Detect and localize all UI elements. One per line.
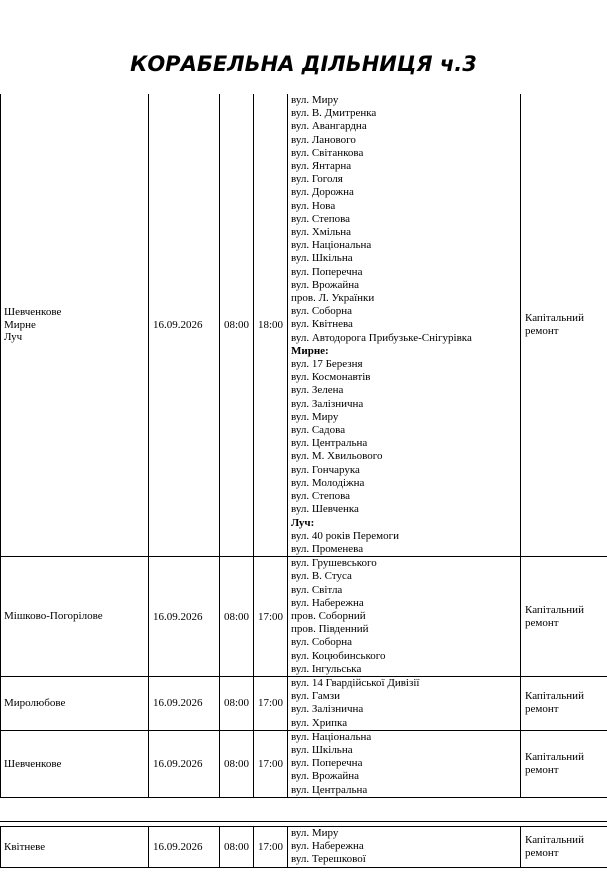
table-row (1, 676, 607, 730)
street-name: вул. Дорожна (291, 186, 354, 199)
end-time-cell: 17:00 (254, 827, 288, 868)
work-type-cell (521, 827, 607, 868)
area-cell (1, 557, 149, 677)
street-name: вул. Гамзи (291, 690, 340, 703)
street-name: пров. Соборний (291, 609, 366, 622)
street-name: вул. Світла (291, 583, 343, 596)
street-name: вул. Набережна (291, 596, 364, 609)
start-time-cell: 08:00 (220, 827, 254, 868)
street-name: вул. Соборна (291, 636, 353, 649)
area-name: Миролюбове (4, 697, 66, 710)
street-name: вул. Автодорога Прибузьке-Снігурівка (291, 331, 472, 344)
streets-cell (288, 827, 521, 868)
street-name: вул. Янтарна (291, 160, 352, 173)
start-time-cell: 08:00 (220, 557, 254, 677)
street-name: вул. Нова (291, 199, 336, 212)
street-name: вул. Хрипка (291, 716, 348, 729)
end-time-cell: 17:00 (254, 730, 288, 797)
work-type-text: ремонт (525, 846, 559, 859)
work-type-cell (521, 557, 607, 677)
street-name: вул. Променева (291, 542, 364, 555)
street-name: вул. Центральна (291, 437, 368, 450)
street-name: вул. Врожайна (291, 770, 360, 783)
street-name: вул. Зелена (291, 384, 344, 397)
street-name: вул. Космонавтів (291, 371, 371, 384)
street-name: вул. Терешкової (291, 853, 366, 866)
street-name: вул. Шевченка (291, 503, 359, 516)
street-name: вул. Врожайна (291, 278, 360, 291)
table-row (1, 557, 607, 677)
street-name: вул. Соборна (291, 305, 353, 318)
area-name: Шевченкове (4, 306, 62, 319)
outage-table (0, 94, 607, 798)
area-name: Мирне (4, 318, 36, 331)
street-name: вул. Набережна (291, 840, 364, 853)
work-type-text: Капітальний (525, 312, 584, 325)
start-time-cell: 08:00 (220, 94, 254, 557)
work-type-text: Капітальний (525, 690, 584, 703)
streets-cell (288, 94, 521, 557)
street-name: вул. Грушевського (291, 557, 377, 570)
start-time-cell: 08:00 (220, 676, 254, 730)
street-name: вул. Центральна (291, 783, 368, 796)
street-name: вул. М. Хвильового (291, 450, 383, 463)
date-cell: 16.09.2026 (149, 557, 220, 677)
work-type-text: Капітальний (525, 750, 584, 763)
street-name: вул. Шкільна (291, 252, 353, 265)
street-name: вул. В. Дмитренка (291, 107, 377, 120)
date-cell: 16.09.2026 (149, 730, 220, 797)
area-name: Мішково-Погорілове (4, 610, 103, 623)
table-row (1, 730, 607, 797)
date-cell: 16.09.2026 (149, 827, 220, 868)
area-cell (1, 94, 149, 557)
work-type-text: ремонт (525, 703, 559, 716)
street-name: вул. Степова (291, 490, 351, 503)
streets-cell (288, 730, 521, 797)
area-cell (1, 827, 149, 868)
end-time-cell: 17:00 (254, 557, 288, 677)
work-type-cell (521, 730, 607, 797)
street-name: вул. Гончарука (291, 463, 360, 476)
outage-table-continued (0, 826, 607, 868)
street-name: вул. Садова (291, 424, 346, 437)
work-type-cell (521, 676, 607, 730)
street-name: вул. Хмільна (291, 226, 352, 239)
start-time-cell: 08:00 (220, 730, 254, 797)
streets-cell (288, 557, 521, 677)
table-divider (0, 821, 607, 823)
work-type-cell (521, 94, 607, 557)
work-type-text: ремонт (525, 325, 559, 338)
street-name: пров. Південний (291, 623, 369, 636)
village-heading: Мирне: (291, 344, 329, 357)
area-name: Луч (4, 331, 23, 344)
streets-cell (288, 676, 521, 730)
street-name: вул. Квітнева (291, 318, 353, 331)
street-name: вул. В. Стуса (291, 570, 352, 583)
street-name: вул. Коцюбинського (291, 649, 386, 662)
work-type-text: Капітальний (525, 833, 584, 846)
street-name: вул. Національна (291, 239, 372, 252)
village-heading: Луч: (291, 516, 315, 529)
street-name: вул. Інгульська (291, 662, 362, 675)
area-name: Шевченкове (4, 757, 62, 770)
street-name: вул. 17 Березня (291, 358, 363, 371)
work-type-text: ремонт (525, 616, 559, 629)
street-name: вул. 40 років Перемоги (291, 529, 399, 542)
street-name: вул. 14 Гвардійської Дивізії (291, 676, 420, 689)
street-name: вул. Залізнична (291, 703, 364, 716)
street-name: вул. Молодіжна (291, 476, 365, 489)
work-type-text: ремонт (525, 763, 559, 776)
street-name: вул. Гоголя (291, 173, 343, 186)
area-name: Квітневе (4, 840, 46, 853)
table-row (1, 94, 607, 557)
end-time-cell: 17:00 (254, 676, 288, 730)
work-type-text: Капітальний (525, 603, 584, 616)
street-name: вул. Миру (291, 94, 339, 106)
street-name: вул. Шкільна (291, 743, 353, 756)
street-name: вул. Авангардна (291, 120, 367, 133)
street-name: вул. Поперечна (291, 757, 363, 770)
street-name: вул. Миру (291, 410, 339, 423)
date-cell: 16.09.2026 (149, 676, 220, 730)
street-name: вул. Світанкова (291, 146, 364, 159)
table-row (1, 827, 607, 868)
street-name: вул. Залізнична (291, 397, 364, 410)
page-title: КОРАБЕЛЬНА ДІЛЬНИЦЯ ч.3 (130, 52, 477, 76)
street-name: пров. Л. Українки (291, 292, 375, 305)
area-cell (1, 730, 149, 797)
street-name: вул. Національна (291, 730, 372, 743)
date-cell: 16.09.2026 (149, 94, 220, 557)
end-time-cell: 18:00 (254, 94, 288, 557)
street-name: вул. Степова (291, 212, 351, 225)
street-name: вул. Ланового (291, 133, 356, 146)
area-cell (1, 676, 149, 730)
street-name: вул. Поперечна (291, 265, 363, 278)
street-name: вул. Миру (291, 827, 339, 839)
